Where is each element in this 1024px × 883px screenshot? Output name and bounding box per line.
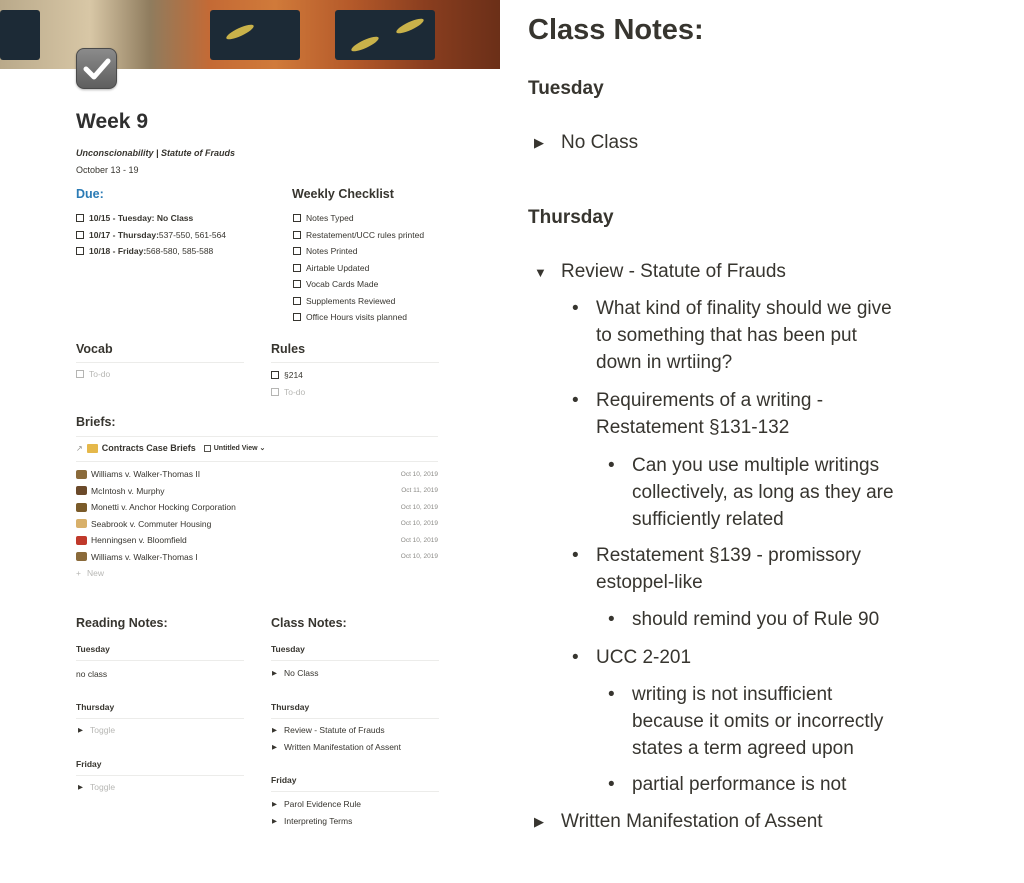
day-heading-tuesday: Tuesday xyxy=(528,78,604,99)
checkmark-icon[interactable] xyxy=(76,48,117,89)
brief-date: Oct 10, 2019 xyxy=(400,520,438,528)
due-item-detail: 568-580, 585-588 xyxy=(146,246,214,257)
due-item-label: 10/15 - Tuesday: No Class xyxy=(89,213,194,224)
checkbox[interactable] xyxy=(76,370,84,378)
todo-item[interactable] xyxy=(271,367,305,384)
due-item[interactable] xyxy=(76,243,226,260)
checklist-item-label: Restatement/UCC rules printed xyxy=(306,229,425,240)
checkbox[interactable] xyxy=(293,231,301,239)
day-heading-thursday: Thursday xyxy=(271,702,310,712)
brief-name: Williams v. Walker-Thomas II xyxy=(91,469,201,480)
brief-name: McIntosh v. Murphy xyxy=(91,485,165,496)
due-heading: Due: xyxy=(76,187,104,201)
briefs-heading: Briefs: xyxy=(76,415,116,429)
checklist-item[interactable] xyxy=(293,309,424,326)
divider xyxy=(76,461,438,462)
rule-item-label: §214 xyxy=(284,370,303,381)
due-item[interactable] xyxy=(76,227,226,244)
bullet-text-line: sufficiently related xyxy=(632,509,784,530)
todo-placeholder: To-do xyxy=(284,386,306,397)
checklist-item[interactable] xyxy=(293,276,424,293)
divider xyxy=(271,791,439,792)
brief-date: Oct 10, 2019 xyxy=(400,503,438,511)
page-subtitle: Unconscionability | Statute of Frauds xyxy=(76,148,236,158)
toggle-placeholder: Toggle xyxy=(90,725,116,736)
vocab-heading: Vocab xyxy=(76,342,113,356)
list-item[interactable] xyxy=(76,516,438,533)
bullet-text-line: Can you use multiple writings xyxy=(632,455,880,476)
brief-date: Oct 10, 2019 xyxy=(400,536,438,544)
divider xyxy=(271,718,439,719)
toggle-item[interactable] xyxy=(78,779,115,796)
divider xyxy=(271,660,439,661)
bullet-item[interactable] xyxy=(572,644,692,671)
divider xyxy=(76,775,244,776)
due-item-detail: 537-550, 561-564 xyxy=(158,229,227,240)
bullet-text-line: What kind of finality should we give xyxy=(596,298,892,319)
checklist-item[interactable] xyxy=(293,243,424,260)
checkbox[interactable] xyxy=(293,247,301,255)
list-item[interactable] xyxy=(76,466,438,483)
toggle-item[interactable] xyxy=(78,722,115,739)
toggle-no-class[interactable] xyxy=(534,132,638,154)
weekly-checklist xyxy=(293,210,424,326)
bullet-icon: • xyxy=(608,455,615,476)
day-heading-tuesday: Tuesday xyxy=(76,644,110,654)
rules-list xyxy=(271,367,305,400)
toggle-label: No Class xyxy=(284,668,319,679)
bullet-text-line: because it omits or incorrectly xyxy=(632,711,884,732)
checklist-heading: Weekly Checklist xyxy=(292,187,394,201)
divider xyxy=(76,660,244,661)
toggle-label: Review - Statute of Frauds xyxy=(284,725,385,736)
todo-placeholder: To-do xyxy=(89,369,111,380)
day-heading-thursday: Thursday xyxy=(76,702,115,712)
caret-right-icon[interactable]: ▶ xyxy=(78,727,83,735)
checkbox[interactable] xyxy=(76,231,84,239)
bullet-text-line: estoppel-like xyxy=(596,572,703,593)
caret-right-icon[interactable]: ▶ xyxy=(78,784,83,792)
bullet-item[interactable] xyxy=(608,606,880,633)
checklist-item[interactable] xyxy=(293,260,424,277)
checklist-item[interactable] xyxy=(293,293,424,310)
toggle-review-statute-of-frauds[interactable] xyxy=(534,261,786,283)
table-view-icon xyxy=(204,445,211,452)
brief-name: Williams v. Walker-Thomas I xyxy=(91,551,198,562)
checkbox[interactable] xyxy=(76,247,84,255)
bullet-text-line: Restatement §139 - promissory xyxy=(596,545,862,566)
toggle-label: No Class xyxy=(561,132,639,153)
toggle-item[interactable] xyxy=(272,739,401,756)
bullet-item[interactable] xyxy=(572,542,862,596)
day-heading-friday: Friday xyxy=(76,759,102,769)
toggle-list xyxy=(78,779,115,796)
bullet-text-line: should remind you of Rule 90 xyxy=(632,609,880,630)
brief-name: Monetti v. Anchor Hocking Corporation xyxy=(91,502,236,513)
class-notes-heading: Class Notes: xyxy=(271,616,347,630)
bullet-item[interactable] xyxy=(572,295,892,376)
toggle-label: Written Manifestation of Assent xyxy=(561,811,823,832)
page-title: Week 9 xyxy=(76,110,148,133)
bullet-icon: • xyxy=(608,774,615,795)
new-row-label: New xyxy=(86,568,104,578)
brief-date: Oct 10, 2019 xyxy=(400,553,438,561)
caret-right-icon[interactable]: ▶ xyxy=(272,743,277,751)
folder-icon xyxy=(87,444,98,453)
brief-name: Henningsen v. Bloomfield xyxy=(91,535,187,546)
bullet-item[interactable] xyxy=(608,452,894,533)
day-heading-tuesday: Tuesday xyxy=(271,644,305,654)
list-item[interactable] xyxy=(76,549,438,566)
briefs-list xyxy=(76,466,438,581)
plus-icon: + xyxy=(76,568,81,578)
bullet-text-line: states a term agreed upon xyxy=(632,738,854,759)
divider xyxy=(76,718,244,719)
checklist-item-label: Supplements Reviewed xyxy=(306,295,396,306)
due-item-label: 10/18 - Friday: xyxy=(89,246,147,257)
checkbox[interactable] xyxy=(293,313,301,321)
checklist-item[interactable] xyxy=(293,210,424,227)
caret-right-icon[interactable]: ▶ xyxy=(272,670,277,678)
toggle-label: Interpreting Terms xyxy=(284,815,353,826)
toggle-item[interactable] xyxy=(272,813,361,830)
checkbox[interactable] xyxy=(293,214,301,222)
page-emoji-icon xyxy=(76,536,87,545)
toggle-list xyxy=(78,722,115,739)
brief-date: Oct 11, 2019 xyxy=(401,487,438,495)
bullet-text-line: Restatement §131-132 xyxy=(596,417,790,438)
vocab-list xyxy=(76,366,110,383)
checklist-item[interactable] xyxy=(293,227,424,244)
bullet-text-line: Requirements of a writing - xyxy=(596,390,824,411)
bullet-text-line: partial performance is not xyxy=(632,774,847,795)
bullet-item[interactable] xyxy=(608,681,884,762)
list-item[interactable] xyxy=(76,483,438,500)
reading-note-text[interactable]: no class xyxy=(76,669,108,679)
due-list xyxy=(76,210,226,260)
page-emoji-icon xyxy=(76,519,87,528)
toggle-label: Review - Statute of Frauds xyxy=(561,261,786,282)
bullet-text-line: UCC 2-201 xyxy=(596,647,692,668)
brief-date: Oct 10, 2019 xyxy=(400,470,438,478)
toggle-list xyxy=(272,796,361,829)
linked-database-header[interactable] xyxy=(76,443,265,453)
divider xyxy=(76,436,438,437)
caret-right-icon[interactable]: ▶ xyxy=(272,817,277,825)
due-item-label: 10/17 - Thursday: xyxy=(89,229,159,240)
bullet-icon: • xyxy=(608,684,615,705)
reading-notes-heading: Reading Notes: xyxy=(76,616,168,630)
cover-art-panel xyxy=(0,10,40,60)
caret-down-icon[interactable]: ▼ xyxy=(534,264,547,280)
toggle-label: Parol Evidence Rule xyxy=(284,799,362,810)
database-title[interactable]: Contracts Case Briefs xyxy=(101,443,196,453)
caret-right-icon[interactable]: ▶ xyxy=(534,814,544,829)
checkbox[interactable] xyxy=(293,264,301,272)
caret-right-icon[interactable]: ▶ xyxy=(272,727,277,735)
toggle-list xyxy=(272,665,318,682)
toggle-written-manifestation[interactable] xyxy=(534,811,823,833)
new-row-button[interactable] xyxy=(76,565,438,581)
view-selector[interactable] xyxy=(204,444,266,452)
class-notes-title: Class Notes: xyxy=(528,14,704,46)
view-name: Untitled View xyxy=(213,444,258,452)
checkbox[interactable] xyxy=(293,297,301,305)
checkbox[interactable] xyxy=(271,388,279,396)
list-item[interactable] xyxy=(76,532,438,549)
toggle-label: Written Manifestation of Assent xyxy=(284,741,402,752)
bullet-text-line: writing is not insufficient xyxy=(632,684,833,705)
checkbox[interactable] xyxy=(293,280,301,288)
checklist-item-label: Notes Typed xyxy=(306,213,354,224)
notion-page-panel xyxy=(0,0,500,883)
cover-art-panel xyxy=(210,10,300,60)
checklist-item-label: Notes Printed xyxy=(306,246,358,257)
page-emoji-icon xyxy=(76,552,87,561)
checklist-item-label: Office Hours visits planned xyxy=(306,312,407,323)
chevron-down-icon: ⌄ xyxy=(259,445,266,452)
date-range: October 13 - 19 xyxy=(76,165,139,175)
toggle-item[interactable] xyxy=(272,722,401,739)
cover-image[interactable] xyxy=(0,0,500,69)
due-item[interactable] xyxy=(76,210,226,227)
rules-heading: Rules xyxy=(271,342,306,356)
toggle-placeholder: Toggle xyxy=(90,782,116,793)
link-arrow-icon: ↗ xyxy=(76,443,83,453)
page-emoji-icon xyxy=(76,470,87,479)
divider xyxy=(76,362,244,363)
divider xyxy=(271,362,439,363)
toggle-list xyxy=(272,722,401,755)
checklist-item-label: Airtable Updated xyxy=(306,262,370,273)
caret-right-icon[interactable]: ▶ xyxy=(534,135,544,150)
page-emoji-icon xyxy=(76,486,87,495)
bullet-icon: • xyxy=(572,298,579,319)
bullet-icon: • xyxy=(572,647,579,668)
bullet-text-line: down in wrtiing? xyxy=(596,352,733,373)
checkbox[interactable] xyxy=(271,371,279,379)
bullet-text-line: collectively, as long as they are xyxy=(632,482,894,503)
bullet-item[interactable] xyxy=(608,771,847,798)
bullet-text-line: to something that has been put xyxy=(596,325,857,346)
toggle-item[interactable] xyxy=(272,796,361,813)
checklist-item-label: Vocab Cards Made xyxy=(306,279,379,290)
day-heading-friday: Friday xyxy=(271,775,297,785)
todo-item[interactable] xyxy=(271,384,305,401)
brief-name: Seabrook v. Commuter Housing xyxy=(91,518,212,529)
checkbox[interactable] xyxy=(76,214,84,222)
day-heading-thursday: Thursday xyxy=(528,207,614,228)
bullet-icon: • xyxy=(572,545,579,566)
page-emoji-icon xyxy=(76,503,87,512)
list-item[interactable] xyxy=(76,499,438,516)
bullet-item[interactable] xyxy=(572,387,824,441)
todo-item[interactable] xyxy=(76,366,110,383)
bullet-icon: • xyxy=(572,390,579,411)
caret-right-icon[interactable]: ▶ xyxy=(272,801,277,809)
bullet-icon: • xyxy=(608,609,615,630)
class-notes-zoom-panel xyxy=(500,0,1024,883)
toggle-item[interactable] xyxy=(272,665,318,682)
